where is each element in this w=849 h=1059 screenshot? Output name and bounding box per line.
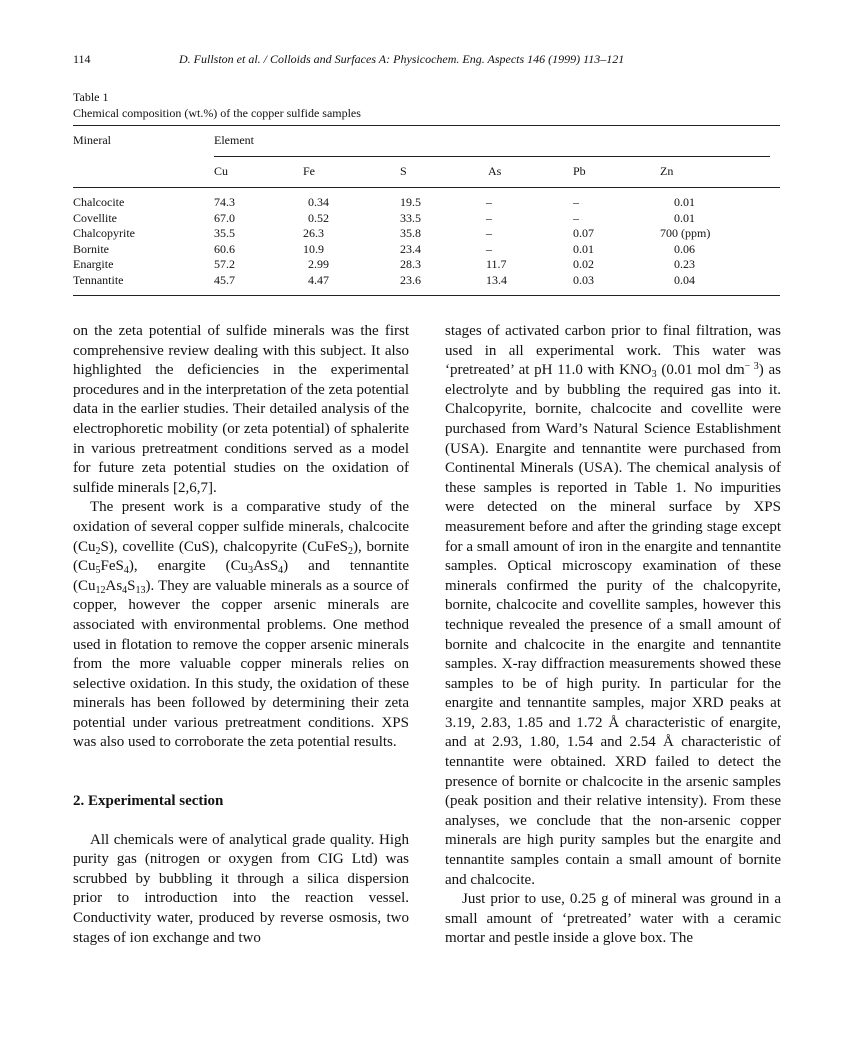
- table-cell: 11.7: [486, 257, 507, 272]
- table-label: Table 1: [73, 90, 109, 104]
- table-cell: 35.8: [400, 226, 421, 241]
- table-cell: 0.52: [308, 210, 329, 225]
- table-cell: 23.6: [400, 273, 421, 287]
- table-cell: 0.07: [573, 226, 594, 241]
- paragraph: on the zeta potential of sulfide minerals was the first comprehensive review dealing with this subject. It also highlighted the deficiencies in the experimental procedures and in the interpretation of the zeta potential data in the earlier studies. Their detailed analysis of the electrophoretic mobility (or zeta potential) of sphalerite in various pretreatment conditions served as a model for future zeta potential studies on the oxidation of sulfide minerals [2,6,7].: [73, 323, 409, 496]
- section-title: 2. Experimental section: [73, 793, 224, 810]
- paragraph: All chemicals were of analytical grade quality. High purity gas (nitrogen or oxygen from CIG Ltd) was scrubbed by bubbling it through a silica dispersion prior to introduction into the reaction vessel. Conductivity water, produced by reverse osmosis, two stages of ion exchange and two: [73, 831, 409, 946]
- table-cell-mineral: Chalcopyrite: [73, 226, 135, 241]
- col-header-as: As: [488, 164, 502, 178]
- running-title: D. Fullston et al. / Colloids and Surfaces A: Physicochem. Eng. Aspects 146 (1999) 113–121: [179, 52, 625, 66]
- table-cell: 4.47: [308, 273, 329, 287]
- table-cell: 0.04: [674, 273, 695, 287]
- table-cell: –: [486, 210, 492, 225]
- table-cell: 74.3: [214, 195, 235, 209]
- table-cell: 60.6: [214, 241, 235, 256]
- col-header-fe: Fe: [303, 164, 315, 178]
- table-cell: 0.02: [573, 257, 594, 272]
- right-column: [445, 322, 781, 949]
- left-column: [73, 322, 409, 948]
- table-cell: 23.4: [400, 241, 421, 256]
- table-cell: 26.3: [303, 226, 324, 241]
- table-cell: 45.7: [214, 273, 235, 287]
- table-caption-text: Chemical composition (wt.%) of the copper sulfide samples: [73, 106, 361, 120]
- table-cell: 10.9: [303, 241, 324, 256]
- table-cell-mineral: Tennantite: [73, 273, 124, 287]
- element-header: Element: [214, 133, 254, 147]
- table-cell: 0.34: [308, 195, 329, 209]
- mineral-header: Mineral: [73, 133, 111, 147]
- col-header-s: S: [400, 164, 407, 178]
- paragraph: Just prior to use, 0.25 g of mineral was ground in a small amount of ‘pretreated’ water with a ceramic mortar and pestle inside a glove box. The: [445, 891, 781, 947]
- table-cell: 28.3: [400, 257, 421, 272]
- table-cell: 700 (ppm): [660, 226, 711, 241]
- table-cell: –: [486, 195, 492, 209]
- table-cell: 35.5: [214, 226, 235, 241]
- table-cell: 67.0: [214, 210, 235, 225]
- table-cell: –: [486, 241, 492, 256]
- table-cell: 19.5: [400, 195, 421, 209]
- table-cell: 33.5: [400, 210, 421, 225]
- table-cell: 0.01: [674, 195, 695, 209]
- table-cell: –: [573, 195, 579, 209]
- composition-table: [0, 0, 849, 300]
- table-cell-mineral: Chalcocite: [73, 195, 125, 209]
- col-header-cu: Cu: [214, 164, 229, 178]
- table-cell: 0.03: [573, 273, 594, 287]
- table-cell: 0.23: [674, 257, 695, 272]
- table-cell: 0.01: [674, 210, 695, 225]
- table-cell-mineral: Enargite: [73, 257, 114, 272]
- col-header-pb: Pb: [573, 164, 586, 178]
- table-cell: 57.2: [214, 257, 235, 272]
- table-cell: –: [486, 226, 492, 241]
- col-header-zn: Zn: [660, 164, 674, 178]
- paragraph: The present work is a comparative study of the oxidation of several copper sulfide minerals, chalcocite $(Cu_2S)$, covellite (CuS), chalcopyrite (CuFeS$_2$), bornite $(Cu_5FeS_4)$, enargite $(Cu_3AsS_4)$ and tennantite $(Cu_{12}As_4S_{13})$. They are valuable minerals as a source of copper, however the copper arsenic minerals are associated with environmental problems. One method used in flotation to remove the copper arsenic minerals from the more valuable copper minerals relies on selective oxidation. In this study, the oxidation of these minerals has been followed by determining their zeta potential under various pretreatment conditions. XPS was also used to corroborate the zeta potential results.: [73, 499, 409, 751]
- paragraph: stages of activated carbon prior to final filtration, was used in all experimental work. This water was ‘pretreated’ at pH 11.0 with $KNO_3$ (0.01 mol $dm^{- 3}$) as electrolyte and by bubbling the required gas into it. Chalcopyrite, bornite, chalcocite and covellite were purchased from Ward’s Natural Science Establishment (USA). Enargite and tennantite were purchased from Continental Minerals (USA). The chemical analysis of these samples is reported in Table 1. No impurities were detected on the mineral surface by XPS measurement before and after the grinding stage except for a small amount of iron in the enargite and tennantite samples. Optical microscopy examination of these minerals confirmed the purity of the chalcopyrite, bornite, chalcocite and covellite samples, however this technique revealed the presence of a small amount of bornite and chalcocite in the enargite and tennantite samples. X-ray diffraction measurements showed these samples to be of high purity. In particular for the enargite and tennantite samples, major XRD peaks at 3.19, 2.83, 1.85 and 1.72 Å characteristic of enargite, and at 2.93, 1.80, 1.54 and 2.54 Å characteristic of tennantite were obtained. XRD failed to detect the presence of bornite or chalcocite in the arsenic samples (peak position and their relative intensity). From these analyses, we conclude that the non-arsenic copper minerals are high purity samples but the enargite and tennantite samples contain a small amount of bornite and chalcocite.: [445, 323, 781, 888]
- table-cell: 13.4: [486, 273, 507, 287]
- table-cell-mineral: Bornite: [73, 241, 109, 256]
- page-number: 114: [73, 52, 91, 66]
- table-cell-mineral: Covellite: [73, 210, 117, 225]
- table-cell: 0.01: [573, 241, 594, 256]
- table-cell: –: [573, 210, 579, 225]
- table-cell: 0.06: [674, 241, 695, 256]
- table-cell: 2.99: [308, 257, 329, 272]
